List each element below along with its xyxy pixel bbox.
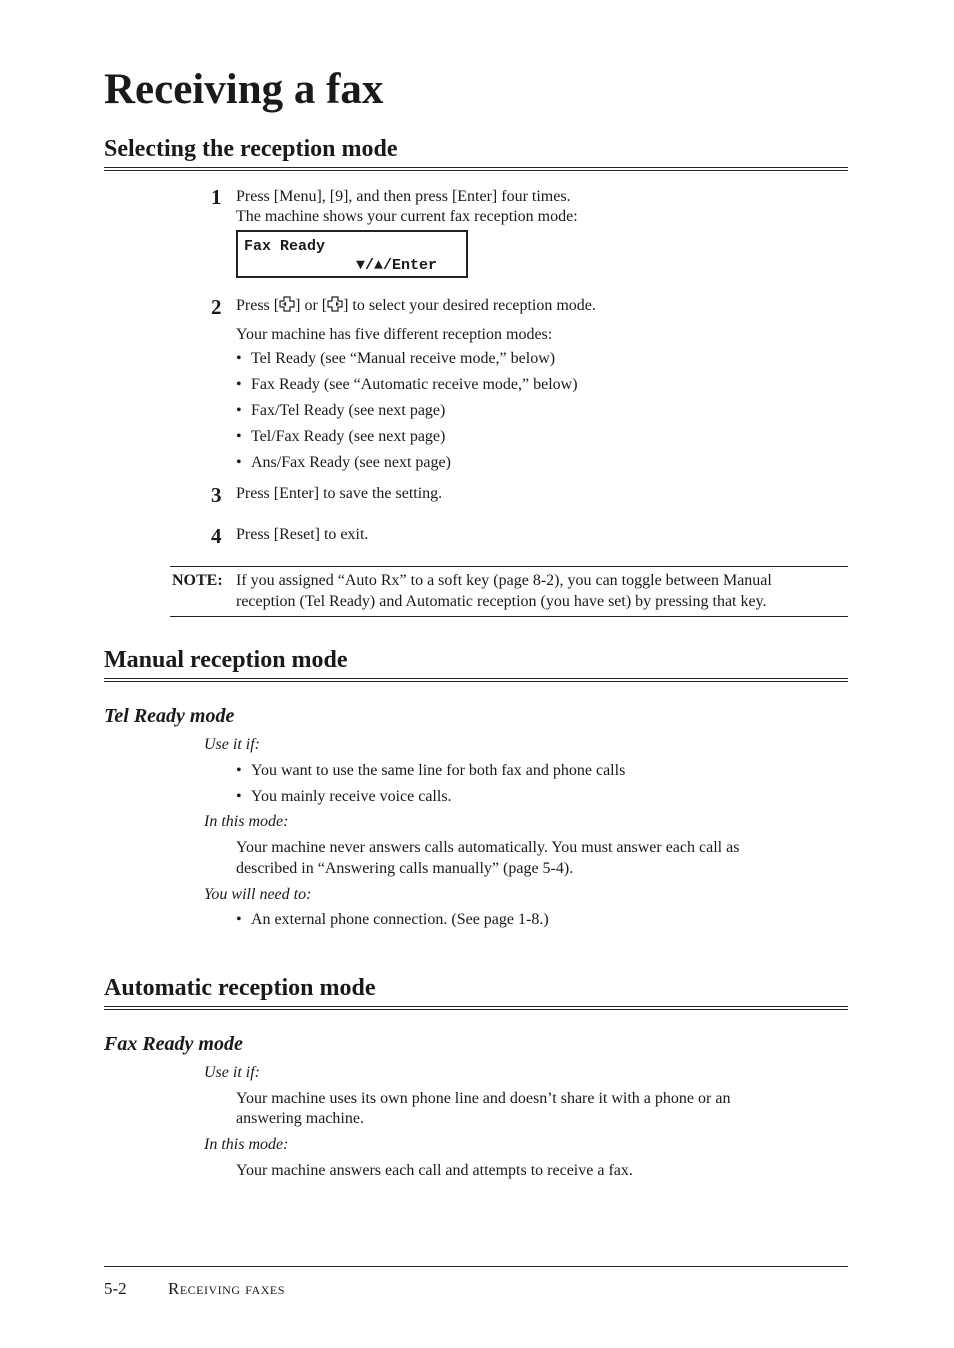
cursor-key-right-icon <box>327 296 343 312</box>
use-item: You want to use the same line for both fax and phone calls <box>251 762 626 779</box>
step-number: 4 <box>211 524 222 548</box>
mode-label: In this mode: <box>204 1136 289 1153</box>
bullet: • <box>236 788 242 805</box>
mode-text: Your machine answers each call and attempts to receive a fax. <box>236 1162 633 1179</box>
mode-list-item: Tel/Fax Ready (see next page) <box>251 428 446 445</box>
bullet: • <box>236 376 242 393</box>
modes-intro: Your machine has five different reception modes: <box>236 326 553 343</box>
mode-list-item: Ans/Fax Ready (see next page) <box>251 454 451 471</box>
bullet: • <box>236 402 242 419</box>
lcd-display <box>236 230 468 278</box>
footer-rule <box>104 1266 848 1267</box>
use-text: Your machine uses its own phone line and doesn’t share it with a phone or an <box>236 1090 731 1107</box>
note-text: reception (Tel Ready) and Automatic reception (you have set) by pressing that key. <box>236 593 767 610</box>
note-rule-bottom <box>170 616 848 617</box>
lcd-line-2: ▼/▲/Enter <box>356 257 438 274</box>
section-heading-automatic: Automatic reception mode <box>104 975 376 1001</box>
mode-list-item: Tel Ready (see “Manual receive mode,” below) <box>251 350 556 367</box>
bullet: • <box>236 762 242 779</box>
step-number: 1 <box>211 185 222 209</box>
use-text: answering machine. <box>236 1110 364 1127</box>
bullet: • <box>236 350 242 367</box>
section-heading-manual: Manual reception mode <box>104 647 348 673</box>
step-text: Press [Enter] to save the setting. <box>236 485 443 502</box>
step-number: 3 <box>211 483 222 507</box>
lcd-line-1: Fax Ready <box>244 238 326 255</box>
bullet: • <box>236 454 242 471</box>
note-label: NOTE: <box>172 572 223 589</box>
section-rule <box>104 678 848 682</box>
mode-text: described in “Answering calls manually” (page 5-4). <box>236 860 574 877</box>
step-text-part: ] to select your desired reception mode. <box>343 297 596 314</box>
footer-page-number: 5-2 <box>104 1279 127 1298</box>
note-rule-top <box>170 566 848 567</box>
section-rule <box>104 167 848 171</box>
use-label: Use it if: <box>204 736 260 753</box>
use-label: Use it if: <box>204 1064 260 1081</box>
step-text-part: Press [ <box>236 297 280 314</box>
mode-list-item: Fax/Tel Ready (see next page) <box>251 402 446 419</box>
mode-text: Your machine never answers calls automatically. You must answer each call as <box>236 839 740 856</box>
sub-heading-fax-ready: Fax Ready mode <box>104 1033 243 1055</box>
cursor-key-left-icon <box>279 296 295 312</box>
step-text-part: ] or [ <box>295 297 328 314</box>
need-label: You will need to: <box>204 886 312 903</box>
bullet: • <box>236 428 242 445</box>
bullet: • <box>236 911 242 928</box>
note-text: If you assigned “Auto Rx” to a soft key (page 8-2), you can toggle between Manual <box>236 572 772 589</box>
section-rule <box>104 1006 848 1010</box>
step-text: The machine shows your current fax reception mode: <box>236 208 578 225</box>
mode-label: In this mode: <box>204 813 289 830</box>
need-item: An external phone connection. (See page 1-8.) <box>251 911 549 928</box>
step-text: Press [Menu], [9], and then press [Enter] four times. <box>236 188 571 205</box>
step-text <box>236 295 596 316</box>
mode-list-item: Fax Ready (see “Automatic receive mode,” below) <box>251 376 578 393</box>
section-heading-selecting-mode: Selecting the reception mode <box>104 136 398 162</box>
page-title: Receiving a fax <box>104 66 384 113</box>
step-text: Press [Reset] to exit. <box>236 526 369 543</box>
sub-heading-tel-ready: Tel Ready mode <box>104 705 235 727</box>
footer-section-name: Receiving faxes <box>168 1279 285 1298</box>
step-number: 2 <box>211 295 222 319</box>
use-item: You mainly receive voice calls. <box>251 788 452 805</box>
